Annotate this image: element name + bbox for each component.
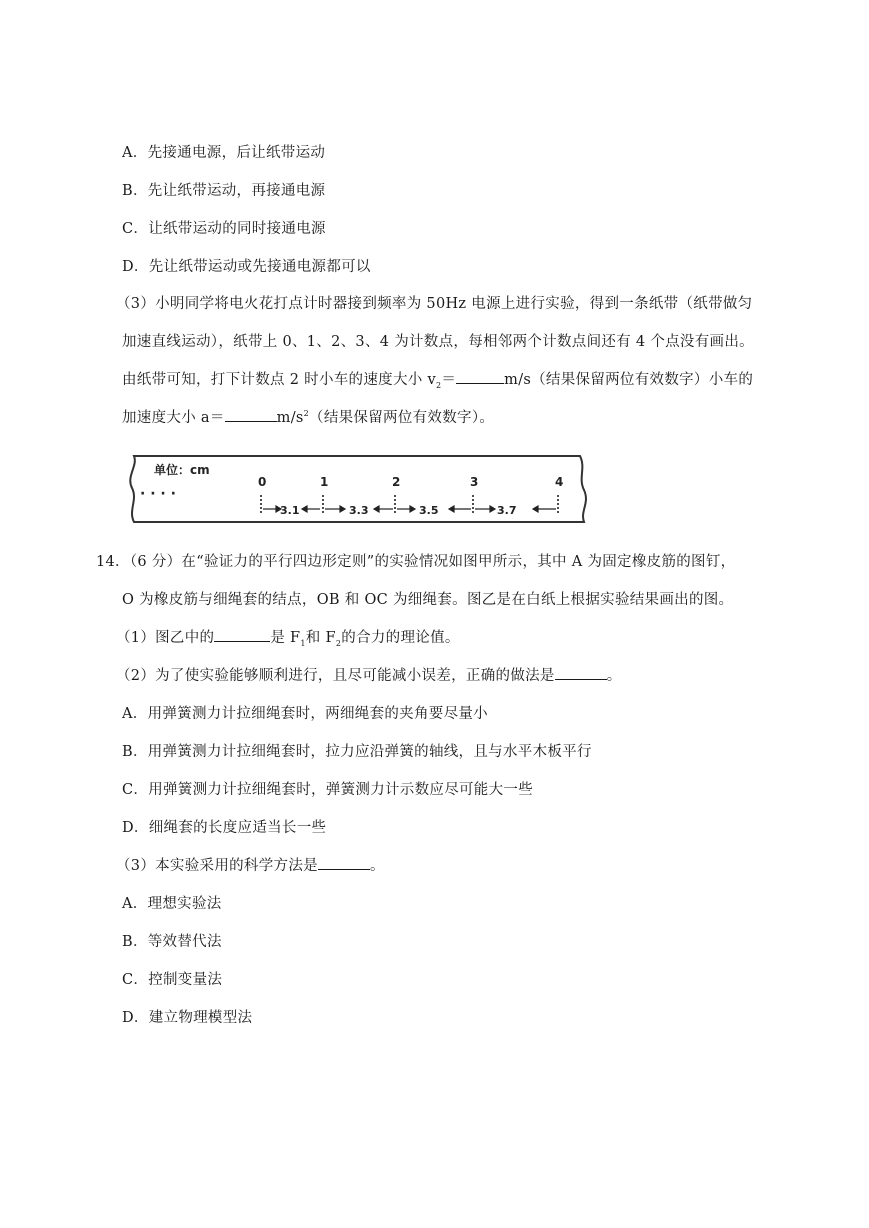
q14-line2: O 为橡皮筋与细绳套的结点，OB 和 OC 为细绳套。图乙是在白纸上根据实验结果画出的图。 [122,592,734,608]
acceleration-text: 加速度大小 a＝ [122,410,225,426]
part3-end: 。 [369,858,385,874]
q13-option-b: B．先让纸带运动，再接通电源 [122,183,326,199]
part1-text: （1）图乙中的 [116,630,215,646]
acceleration-unit: m/s [276,410,304,426]
point-label-2: 2 [392,475,401,489]
acceleration-note: （结果保留两位有效数字）。 [309,410,495,426]
part2-end: 。 [606,668,622,684]
part2-text: （2）为了使实验能够顺利进行，且尽可能减小误差，正确的做法是 [116,668,555,684]
q13-part3-line2: 加速直线运动），纸带上 0、1、2、3、4 为计数点，每相邻两个计数点间还有 4 个点没有画出。 [122,334,754,350]
part3-answer-blank[interactable] [318,857,370,870]
gap-label-1-2: 3.3 [349,504,369,517]
equals-sign: ＝ [441,372,457,388]
paper-tape-figure [128,448,588,528]
point-4 [555,475,563,515]
part1-text-end: 的合力的理论值。 [341,630,460,646]
part2-answer-blank[interactable] [555,667,607,680]
point-label-0: 0 [258,475,267,489]
part1-sub2: 2 [335,638,342,648]
tape-unit-label: 单位：cm [154,463,210,477]
q13-option-c: C．让纸带运动的同时接通电源 [122,221,326,237]
q14-p2-option-a: A．用弹簧测力计拉细绳套时，两细绳套的夹角要尽量小 [122,706,488,722]
point-label-3: 3 [470,475,479,489]
part3-text: （3）本实验采用的科学方法是 [116,858,318,874]
velocity-text: 由纸带可知，打下计数点 2 时小车的速度大小 v [122,372,436,388]
q14-p3-option-b: B．等效替代法 [122,934,222,950]
q14-p2-option-c: C．用弹簧测力计拉细绳套时，弹簧测力计示数应尽可能大一些 [122,782,533,798]
q14-p3-option-c: C．控制变量法 [122,972,223,988]
q13-part3-line4 [122,406,494,427]
velocity-answer-blank[interactable] [456,371,504,384]
velocity-subscript: 2 [435,380,442,390]
tape-dots: · · · · [140,486,176,502]
part1-sub1: 1 [300,638,306,648]
q13-part3-line3 [122,368,753,390]
q14-p2-option-b: B．用弹簧测力计拉细绳套时，拉力应沿弹簧的轴线，且与水平木板平行 [122,744,592,760]
velocity-unit-text: m/s（结果保留两位有效数字）小车的 [504,372,754,388]
q14-part2 [116,664,622,685]
q14-p3-option-a: A．理想实验法 [122,896,222,912]
point-label-1: 1 [320,475,329,489]
q13-part3-line1: （3）小明同学将电火花打点计时器接到频率为 50Hz 电源上进行实验，得到一条纸带（纸带做匀 [116,296,753,312]
q13-option-d: D．先让纸带运动或先接通电源都可以 [122,259,371,275]
part1-text-and: 和 F [305,630,336,646]
acceleration-superscript: 2 [303,409,310,419]
q14-part3 [116,854,385,875]
q13-option-a: A．先接通电源，后让纸带运动 [122,145,326,161]
q14-p3-option-d: D．建立物理模型法 [122,1010,253,1026]
q14-p2-option-d: D．细绳套的长度应适当长一些 [122,820,327,836]
acceleration-answer-blank[interactable] [225,409,277,422]
gap-label-3-4: 3.7 [497,504,517,517]
gap-label-0-1: 3.1 [280,504,300,517]
q14-part1 [116,626,460,648]
q14-line1: 14．（6 分）在“验证力的平行四边形定则”的实验情况如图甲所示，其中 A 为固定橡皮筋的图钉， [96,554,736,570]
gap-label-2-3: 3.5 [419,504,439,517]
part1-answer-blank[interactable] [214,629,270,642]
point-label-4: 4 [555,475,564,489]
part1-text-f: 是 F [270,630,301,646]
